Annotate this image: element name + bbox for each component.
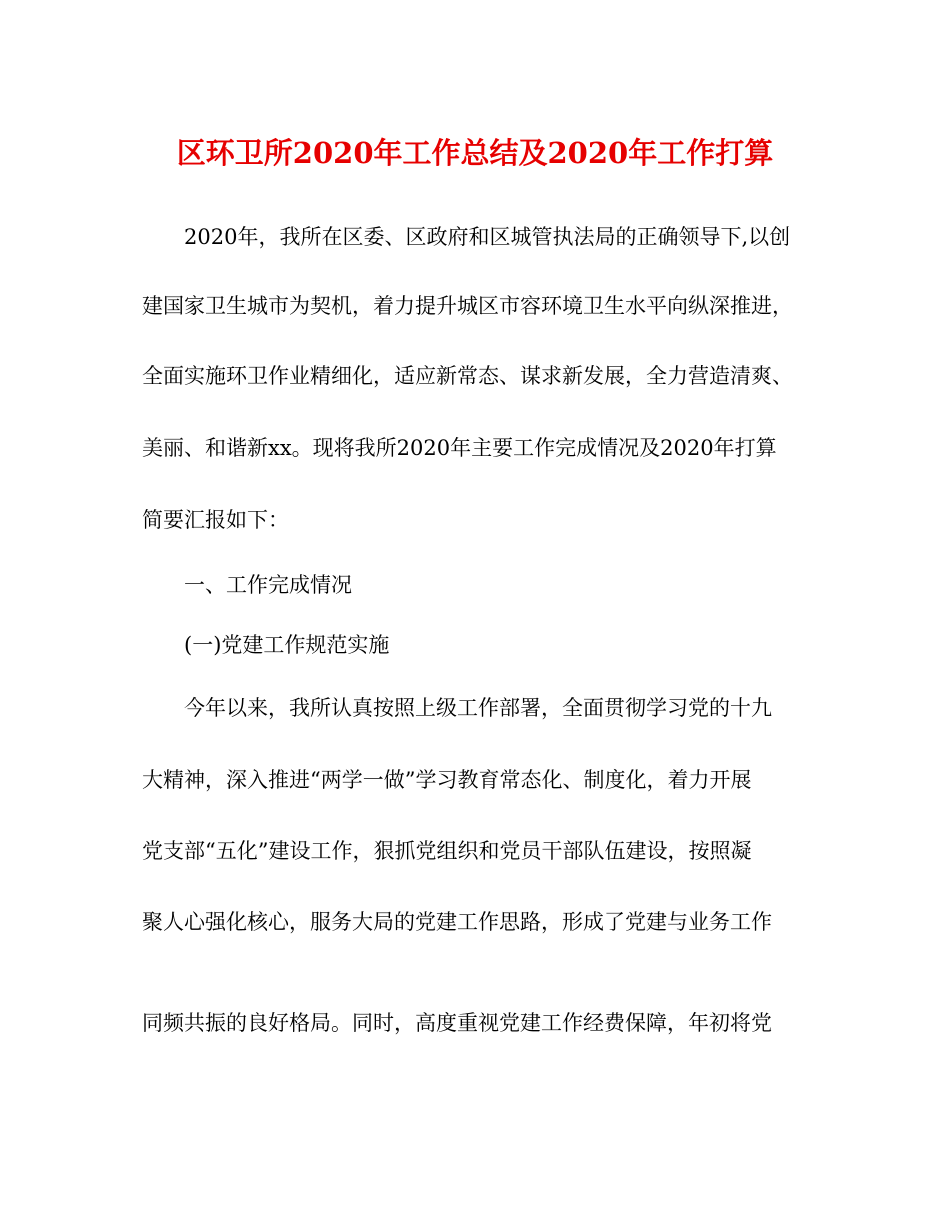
body-line: 简要汇报如下：: [142, 508, 289, 532]
body-line: 同频共振的良好格局。同时，高度重视党建工作经费保障，年初将党: [142, 1011, 772, 1035]
body-line: 聚人心强化核心，服务大局的党建工作思路，形成了党建与业务工作: [142, 910, 772, 934]
body-line: 全面实施环卫作业精细化，适应新常态、谋求新发展，全力营造清爽、: [142, 364, 793, 388]
section-heading: 一、工作完成情况: [142, 573, 352, 597]
body-line: 党支部“五化”建设工作，狠抓党组织和党员干部队伍建设，按照凝: [142, 839, 752, 863]
body-line: 2020年，我所在区委、区政府和区城管执法局的正确领导下,以创: [142, 225, 791, 249]
body-line: 建国家卫生城市为契机，着力提升城区市容环境卫生水平向纵深推进，: [142, 294, 793, 318]
body-line: 美丽、和谐新xx。现将我所2020年主要工作完成情况及2020年打算: [142, 436, 777, 460]
body-line: 大精神，深入推进“两学一做”学习教育常态化、制度化，着力开展: [142, 768, 752, 792]
subsection-heading: (一)党建工作规范实施: [142, 633, 390, 657]
body-line: 今年以来，我所认真按照上级工作部署，全面贯彻学习党的十九: [142, 696, 772, 720]
document-title: 区环卫所2020年工作总结及2020年工作打算: [176, 136, 774, 170]
